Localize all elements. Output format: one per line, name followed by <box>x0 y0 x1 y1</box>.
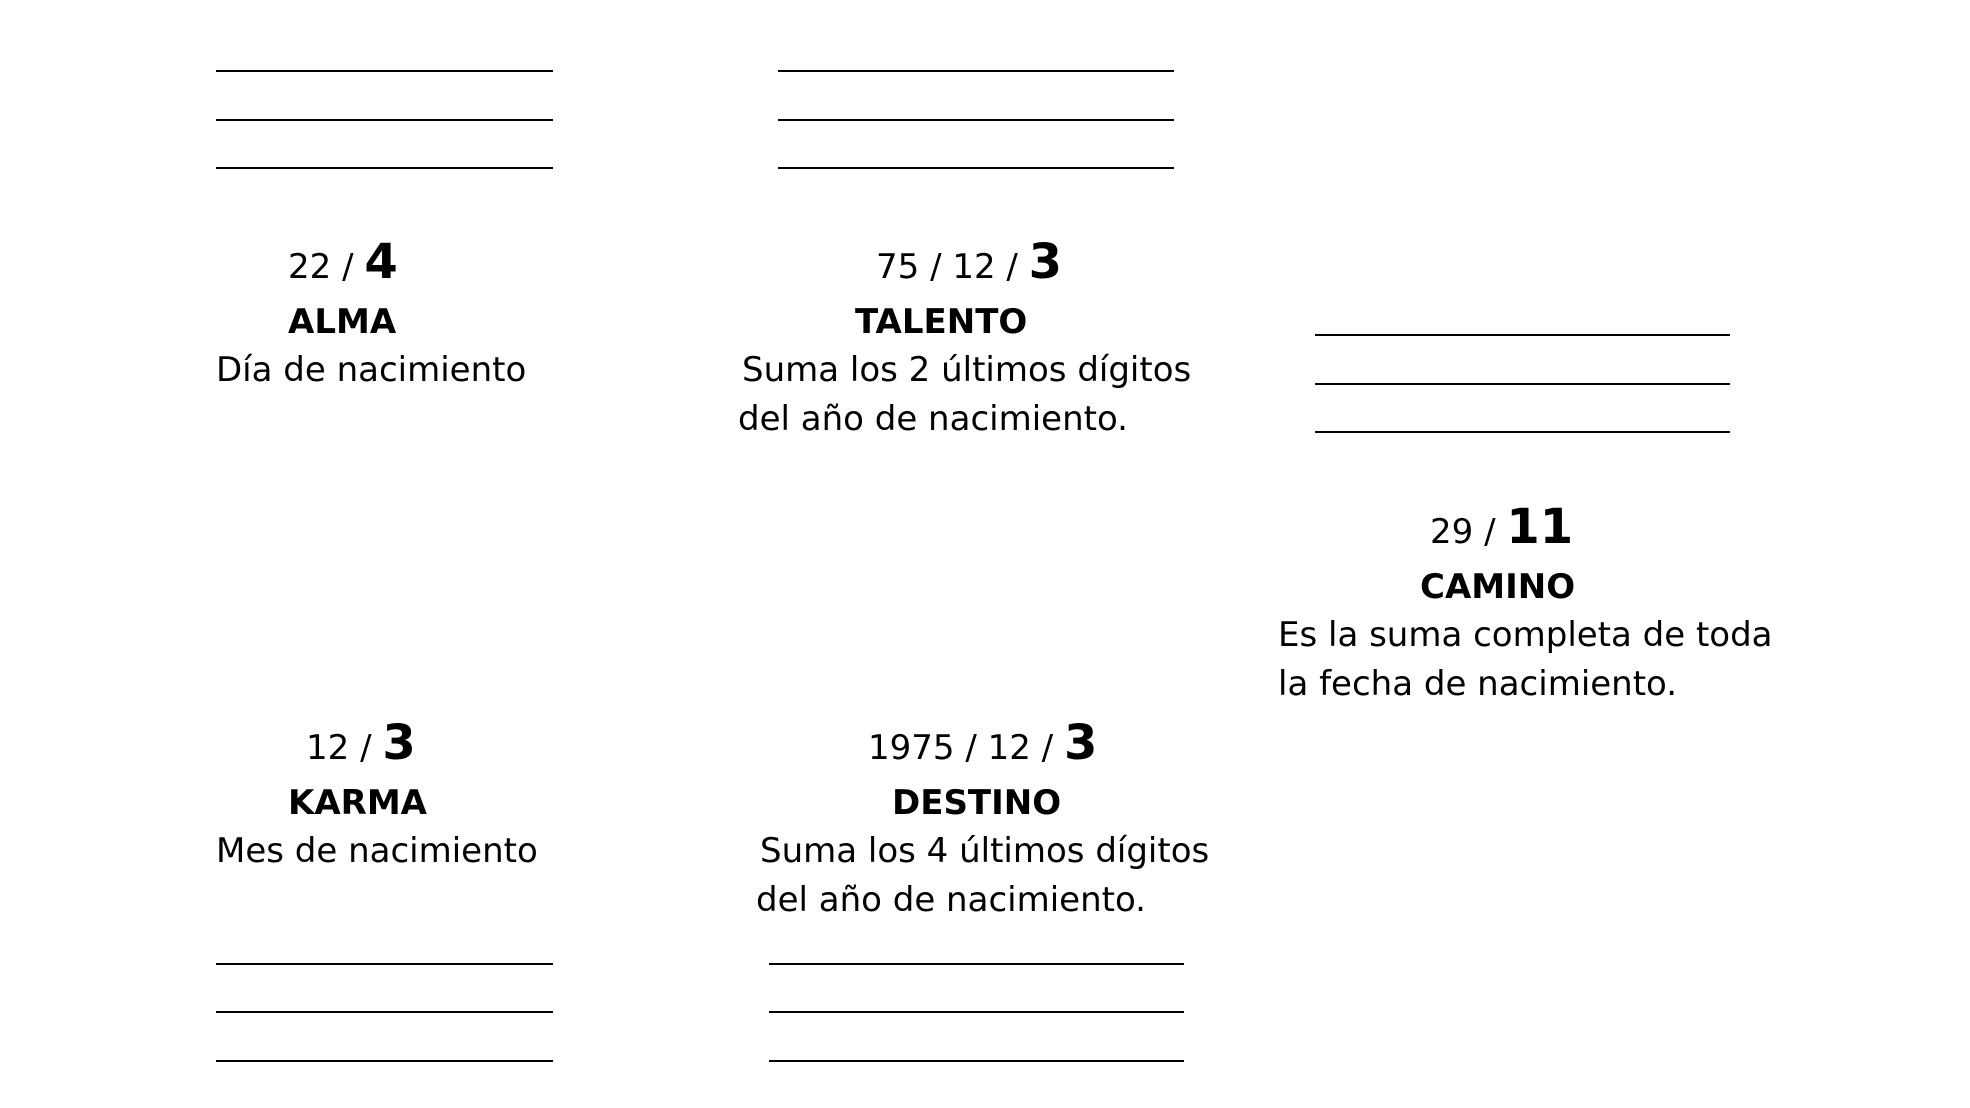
blank-line <box>216 963 553 965</box>
camino-description-line-1: Es la suma completa de toda <box>1278 615 1773 655</box>
karma-number <box>306 715 416 771</box>
talento-number-value: 3 <box>1028 234 1063 290</box>
blank-line <box>216 1011 553 1013</box>
blank-line <box>1315 334 1730 336</box>
alma-number-value: 4 <box>364 234 398 290</box>
blank-line <box>216 119 553 121</box>
camino-number-value: 11 <box>1506 499 1574 555</box>
camino-number-prefix: 29 / <box>1430 512 1507 552</box>
karma-number-prefix: 12 / <box>306 728 383 768</box>
camino-title: CAMINO <box>1420 567 1576 607</box>
camino-number <box>1430 499 1574 555</box>
destino-description-line-2: del año de nacimiento. <box>756 880 1146 920</box>
alma-number <box>288 234 398 290</box>
talento-number <box>876 234 1063 290</box>
alma-title: ALMA <box>288 302 397 342</box>
blank-line <box>778 70 1174 72</box>
blank-line <box>216 1060 553 1062</box>
karma-description: Mes de nacimiento <box>216 831 538 871</box>
alma-number-prefix: 22 / <box>288 247 365 287</box>
blank-line <box>769 1011 1184 1013</box>
talento-description-line-2: del año de nacimiento. <box>738 399 1128 439</box>
blank-line <box>216 167 553 169</box>
destino-description-line-1: Suma los 4 últimos dígitos <box>760 831 1210 871</box>
blank-line <box>769 1060 1184 1062</box>
talento-number-prefix: 75 / 12 / <box>876 247 1029 287</box>
karma-number-value: 3 <box>382 715 416 771</box>
destino-number-value: 3 <box>1063 715 1098 771</box>
karma-title: KARMA <box>288 783 427 823</box>
destino-title: DESTINO <box>892 783 1062 823</box>
blank-line <box>1315 431 1730 433</box>
blank-line <box>216 70 553 72</box>
destino-number <box>868 715 1098 771</box>
alma-description: Día de nacimiento <box>216 350 527 390</box>
talento-title: TALENTO <box>855 302 1028 342</box>
blank-line <box>769 963 1184 965</box>
blank-line <box>778 119 1174 121</box>
blank-line <box>1315 383 1730 385</box>
destino-number-prefix: 1975 / 12 / <box>868 728 1064 768</box>
camino-description-line-2: la fecha de nacimiento. <box>1278 664 1678 704</box>
talento-description-line-1: Suma los 2 últimos dígitos <box>742 350 1192 390</box>
blank-line <box>778 167 1174 169</box>
